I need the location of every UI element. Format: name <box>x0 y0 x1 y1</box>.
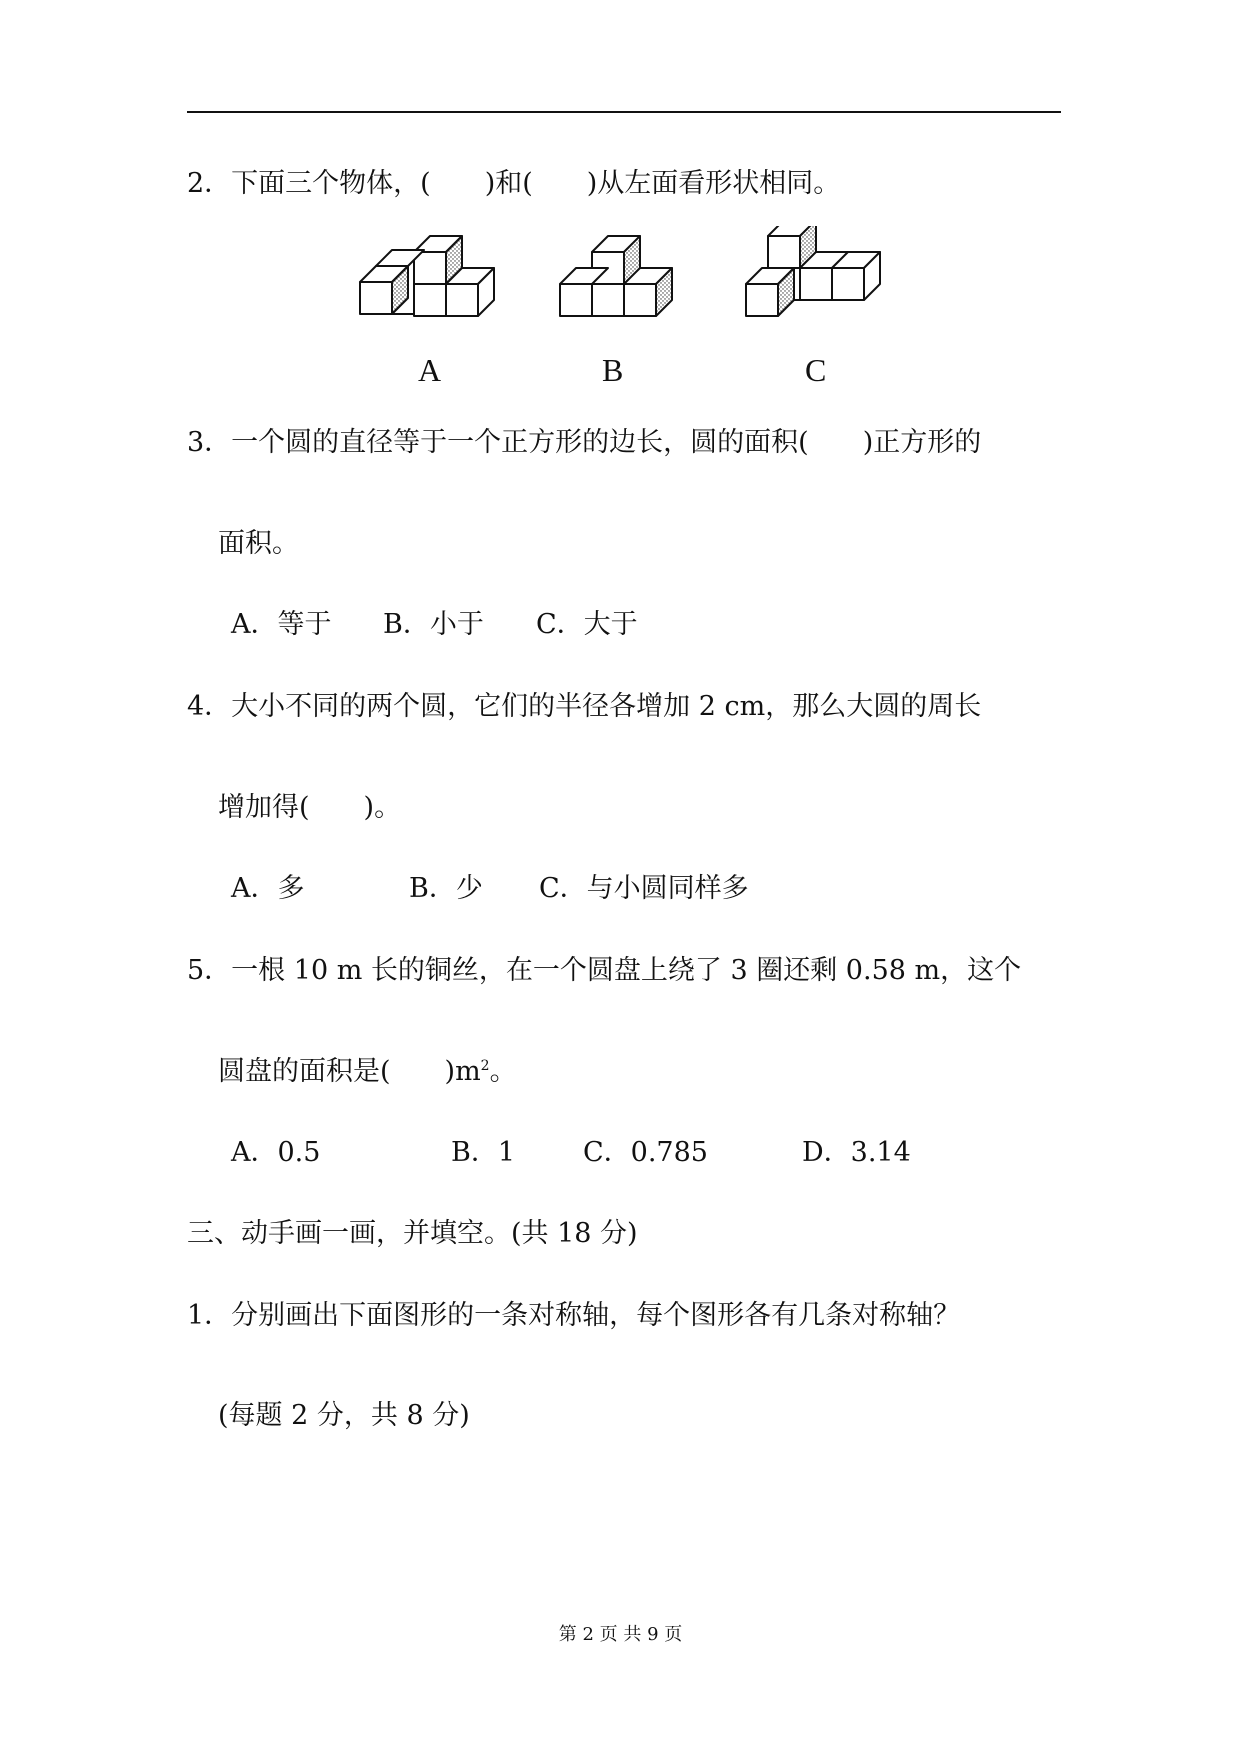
q5-line2-text: 圆盘的面积是( )m <box>218 1056 481 1087</box>
q5-option-c: C．0.785 <box>583 1137 708 1168</box>
q3-line2: 面积。 <box>218 528 299 559</box>
q2-text: 2．下面三个物体，( )和( )从左面看形状相同。 <box>187 168 841 199</box>
q5-line2-end: 。 <box>489 1056 517 1087</box>
figure-label-a: A <box>418 352 442 388</box>
q5-option-a: A．0.5 <box>231 1137 321 1168</box>
figure-label-c: C <box>805 352 827 388</box>
q5-line1: 5．一根 10 m 长的铜丝，在一个圆盘上绕了 3 圈还剩 0.58 m，这个 <box>187 955 1022 986</box>
header-rule <box>187 111 1061 113</box>
q3-option-b: B．小于 <box>383 609 484 640</box>
q4-option-b: B．少 <box>409 873 483 904</box>
q5-option-d: D．3.14 <box>802 1137 911 1168</box>
q5-option-b: B．1 <box>451 1137 516 1168</box>
q5-exponent: 2 <box>480 1058 490 1074</box>
q4-option-a: A．多 <box>231 873 305 904</box>
figure-c <box>746 226 880 316</box>
q3-option-c: C．大于 <box>536 609 638 640</box>
q3-option-a: A．等于 <box>231 609 332 640</box>
q3-line1: 3．一个圆的直径等于一个正方形的边长，圆的面积( )正方形的 <box>187 427 982 458</box>
section3-q1-line2: (每题 2 分，共 8 分) <box>218 1400 470 1431</box>
figure-label-b: B <box>602 352 624 388</box>
cube-figures <box>0 226 1241 366</box>
q4-option-c: C．与小圆同样多 <box>539 873 749 904</box>
q4-line2: 增加得( )。 <box>218 792 402 823</box>
section3-title: 三、动手画一画，并填空。(共 18 分) <box>187 1218 638 1249</box>
figure-b <box>560 236 672 316</box>
q5-line2 <box>218 1054 517 1090</box>
section3-q1-line1: 1．分别画出下面图形的一条对称轴，每个图形各有几条对称轴？ <box>187 1300 961 1331</box>
figure-a <box>360 236 494 316</box>
q4-line1: 4．大小不同的两个圆，它们的半径各增加 2 cm，那么大圆的周长 <box>187 691 982 722</box>
page-footer: 第 2 页 共 9 页 <box>558 1624 683 1645</box>
